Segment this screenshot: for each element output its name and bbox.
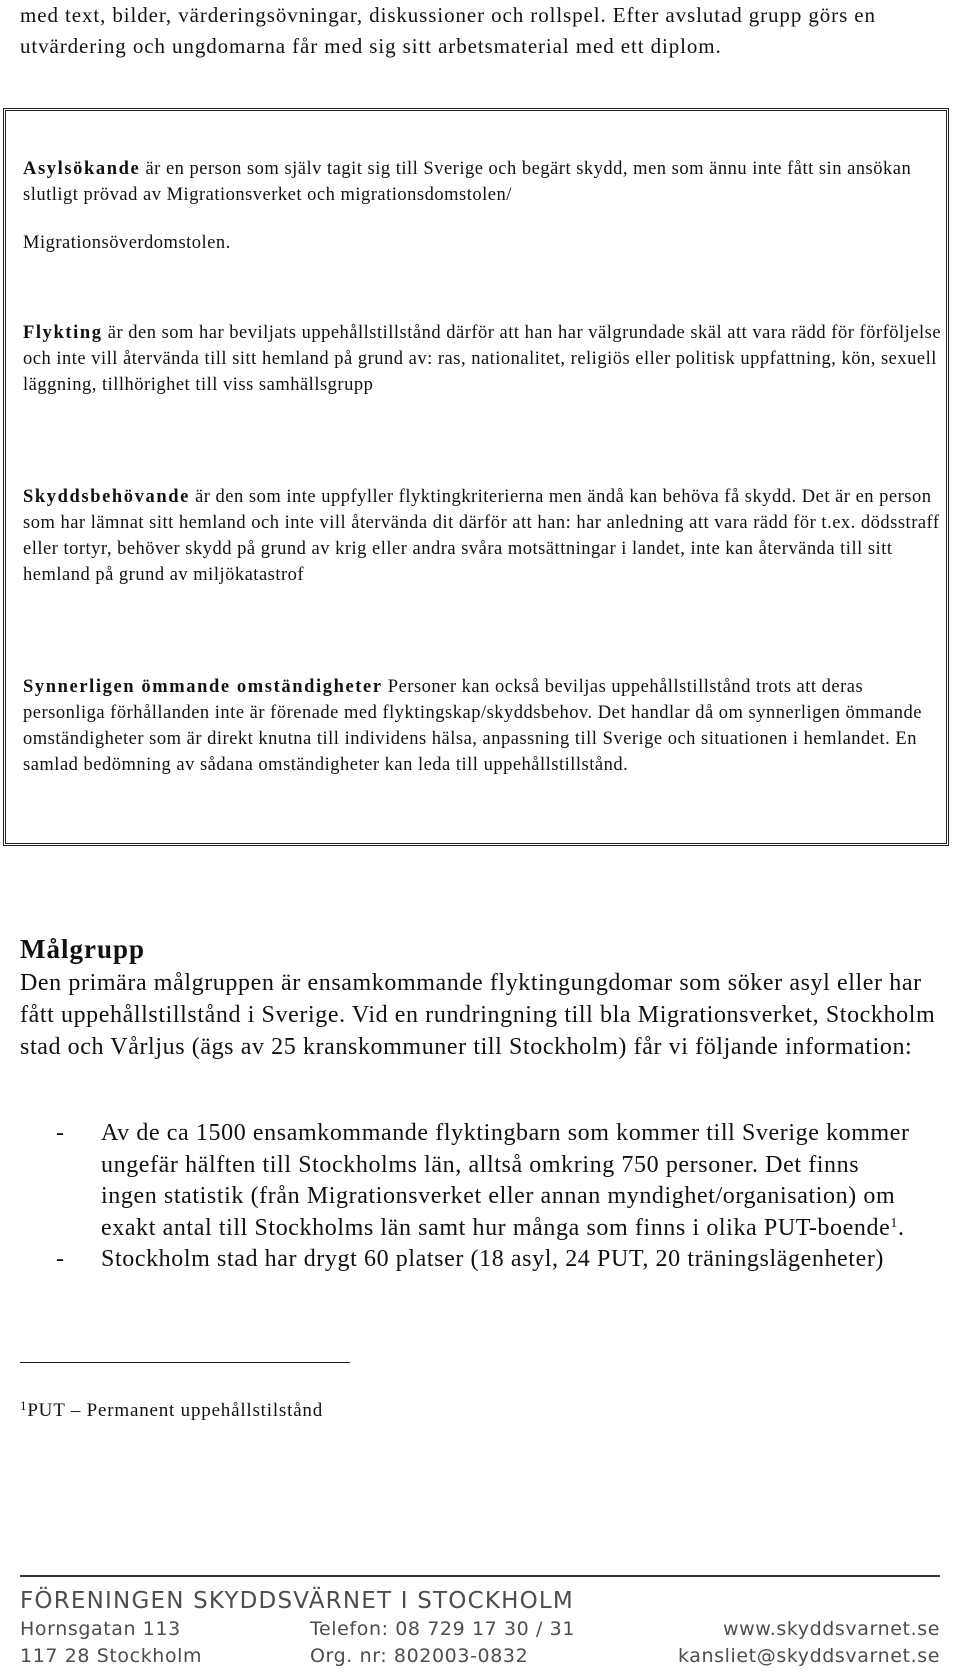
footnote-ref[interactable]: 1 xyxy=(890,1215,898,1231)
footer-phone: Telefon: 08 729 17 30 / 31 xyxy=(310,1618,576,1640)
definition-text: är den som inte uppfyller flyktingkriterierna men ändå kan behöva få skydd. Det är en person som har lämnat sitt hemland och inte vill återvända dit därför att han: har anledning att vara rädd för t.ex. dödsstraff eller tortyr, behöver skydd på grund av krig eller andra svåra motsättningar i landet, inte kan återvända till sitt hemland på grund av miljökatastrof xyxy=(23,487,940,585)
footer-website-link[interactable]: www.skyddsvarnet.se xyxy=(723,1618,940,1640)
list-item xyxy=(56,1118,916,1244)
footer-org-number: Org. nr: 802003-0832 xyxy=(310,1645,529,1667)
dash-marker: - xyxy=(56,1120,65,1146)
footnote-marker: 1 xyxy=(20,1398,28,1413)
list-item xyxy=(56,1244,916,1276)
footer-address-street: Hornsgatan 113 xyxy=(20,1618,181,1640)
footer-divider xyxy=(20,1575,940,1577)
definition-text-cont: Migrationsöverdomstolen. xyxy=(23,233,231,253)
definition-term: Flykting xyxy=(23,323,103,343)
list-item-text: Av de ca 1500 ensamkommande flyktingbarn som kommer till Sverige kommer ungefär hälften till Stockholms län, alltså omkring 750 personer. Det finns ingen statistik (från Migrationsverket eller annan myndighet/organisation) om exakt antal till Stockholms län samt hur många som finns i olika PUT-boende xyxy=(101,1120,910,1241)
definition-skyddsbehovande xyxy=(23,484,943,588)
definition-text: är en person som själv tagit sig till Sverige och begärt skydd, men som ännu inte fått sin ansökan slutligt prövad av Migrationsverket och migrationsdomstolen/ xyxy=(23,159,912,205)
definition-term: Synnerligen ömmande omständigheter xyxy=(23,677,383,697)
footnote-text: PUT – Permanent uppehållstilstånd xyxy=(27,1400,324,1421)
definition-term: Asylsökande xyxy=(23,159,141,179)
section-heading-malgrupp: Målgrupp xyxy=(20,934,146,964)
list-item-text: Stockholm stad har drygt 60 platser (18 asyl, 24 PUT, 20 träningslägenheter) xyxy=(101,1246,885,1272)
definition-term: Skyddsbehövande xyxy=(23,487,190,507)
dash-marker: - xyxy=(56,1246,65,1272)
definition-text: Personer kan också beviljas uppehållstillstånd trots att deras personliga förhållanden inte är förenade med flyktingskap/skyddsbehov. Det handlar då om synnerligen ömmande omständigheter som är direkt knutna till individens hälsa, anpassning till Sverige och situationen i hemlandet. En samlad bedömning av sådana omständigheter kan leda till uppehållstillstånd. xyxy=(23,677,922,775)
footer-address-city: 117 28 Stockholm xyxy=(20,1645,203,1667)
definition-flykting xyxy=(23,320,943,398)
footnote-separator xyxy=(20,1362,350,1363)
definition-synnerligen-ommande xyxy=(23,674,943,778)
footer-email-link[interactable]: kansliet@skyddsvarnet.se xyxy=(677,1645,940,1667)
malgrupp-paragraph: Den primära målgruppen är ensamkommande flyktingungdomar som söker asyl eller har fått uppehållstillstånd i Sverige. Vid en rundringning till bla Migrationsverket, Stockholm stad och Vårljus (ägs av 25 kranskommuner till Stockholm) får vi följande information: xyxy=(20,970,936,1060)
list-item-end: . xyxy=(897,1214,905,1241)
malgrupp-list xyxy=(56,1118,916,1276)
definitions-box xyxy=(3,108,949,846)
footnote xyxy=(20,1400,323,1422)
definition-text: är den som har beviljats uppehållstillstånd därför att han har välgrundade skäl att vara rädd för förföljelse och inte vill återvända till sitt hemland på grund av: ras, nationalitet, religiös eller politisk uppfattning, kön, sexuell läggning, tillhörighet till viss samhällsgrupp xyxy=(23,323,942,395)
definition-asylsokande xyxy=(23,156,943,256)
intro-paragraph: med text, bilder, värderingsövningar, diskussioner och rollspel. Efter avslutad grupp görs en utvärdering och ungdomarna får med sig sitt arbetsmaterial med ett diplom. xyxy=(20,3,876,58)
footer-organization: FÖRENINGEN SKYDDSVÄRNET I STOCKHOLM xyxy=(20,1588,574,1614)
